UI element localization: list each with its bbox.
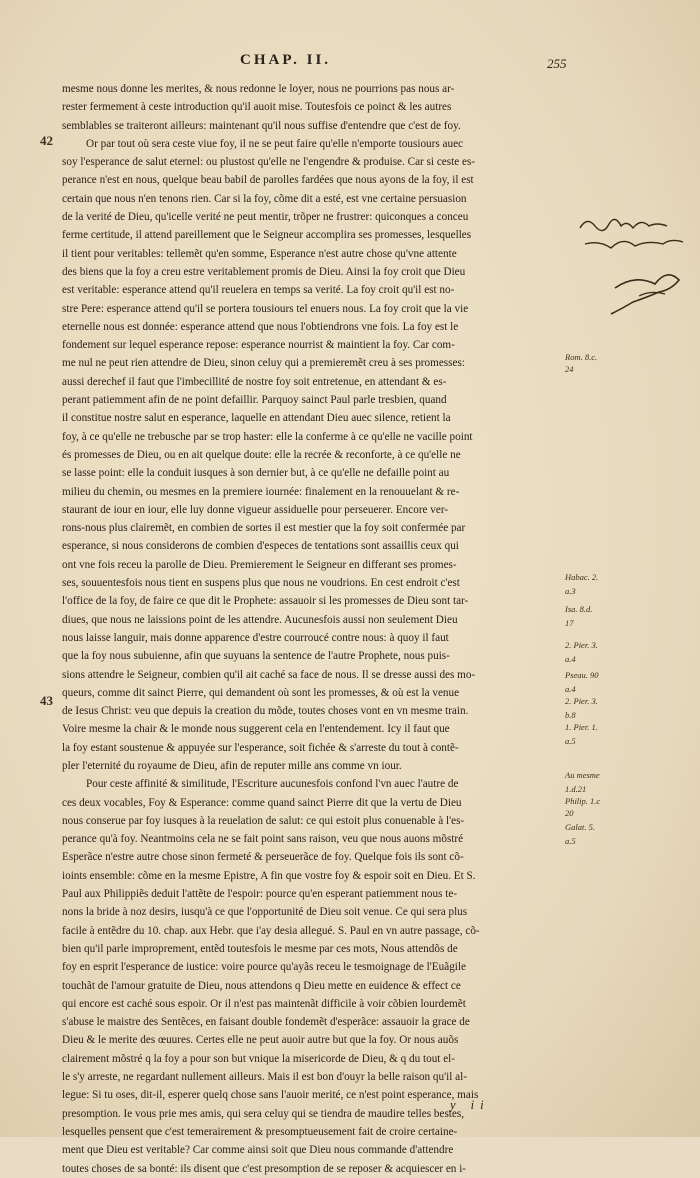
text-line: il tient pour veritables: tellemẽt qu'en somme, Esperance n'est autre chose qu'vne attente [62, 247, 457, 260]
text-line: ferme certitude, il attend pareillement que le Seigneur accomplira ses promesses, lesquelles [62, 229, 472, 242]
side-note: Isa. 8.d. [565, 604, 593, 614]
section-number: 43 [40, 693, 53, 708]
text-line: fondement sur lequel esperance repose: esperance nourrist & maintient la foy. Car com- [62, 339, 455, 352]
text-line: est veritable: esperance attend qu'il reuelera en temps sa verité. La foy croit qu'il est no- [62, 284, 455, 297]
text-line: lesquelles pensent que c'est temerairement & presomptueusement fait de croire certaine- [62, 1125, 458, 1138]
side-note: 2. Pier. 3. [565, 640, 598, 650]
text-line: esperance, si nous considerons de combien d'especes de tentations sont assaillis ceux qui [62, 540, 459, 553]
body-text [62, 80, 560, 1178]
text-line: Pour ceste affinité & similitude, l'Escriture aucunesfois confond l'vn auec l'autre de [86, 778, 459, 791]
side-note: 20 [565, 808, 574, 818]
text-line: foy en esprit l'esperance de iustice: voire pource qu'ayãs receu le tesmoignage de l'Euãgile [62, 961, 466, 974]
text-line: l'office de la foy, de faire ce que dit le Prophete: assauoir si les promesses de Dieu sont tar- [62, 595, 469, 608]
text-line: pler l'eternité du royaume de Dieu, afin de reputer mille ans comme vn iour. [62, 759, 402, 772]
text-line: foy, à ce qu'elle ne trebusche par se trop haster: elle la conferme à ce qu'elle ne vacille point [62, 430, 473, 443]
text-line: Dieu & le merite des œuures. Certes elle ne peut auoir autre but que la foy. Or nous auõs [62, 1034, 459, 1047]
side-note: a.5 [565, 736, 576, 746]
text-line: rester fermement à ceste introduction qu'il auoit mise. Toutesfois ce poinct & les autres [62, 101, 452, 114]
text-line: Esperãce n'estre autre chose sinon fermeté & perseuerãce de foy. Quelque fois ils sont cõ- [62, 851, 464, 864]
side-note: 1.d.21 [565, 784, 587, 794]
text-line: mesme nous donne les merites, & nous redonne le loyer, nous ne pourrions pas nous ar- [62, 83, 455, 95]
text-line: rons-nous plus clairemẽt, en combien de sortes il est mestier que la foy soit confermée par [62, 522, 466, 535]
text-line: me nul ne peut rien attendre de Dieu, sinon celuy qui a premieremẽt creu à ses promesses: [62, 357, 465, 370]
text-line: ces deux vocables, Foy & Esperance: comme quand sainct Pierre dit que la vertu de Dieu [62, 796, 462, 809]
side-note: a.3 [565, 586, 576, 596]
side-note: Philip. 1.c [565, 796, 601, 806]
text-line: clairement mõstré q la foy a pour son but vnique la misericorde de Dieu, & q du tout el- [62, 1052, 456, 1065]
text-line: touchãt de l'amour gratuite de Dieu, nous attendons q Dieu mette en euidence & effect ce [62, 979, 461, 992]
side-note: 17 [565, 618, 574, 628]
text-line: il constitue nostre salut en esperance, laquelle en attendant Dieu auec silence, retient la [62, 412, 451, 425]
text-line: perance n'est en nous, quelque beau babil de parolles fardées que nous ayons de la foy, il est [62, 174, 474, 187]
side-note: a.5 [565, 836, 576, 846]
text-line: ment que Dieu est veritable? Car comme ainsi soit que Dieu nous commande d'attendre [62, 1144, 454, 1157]
text-line: nous laisse languir, mais donne apparence d'estre courroucé contre nous: à quoy il faut [62, 631, 449, 644]
text-line: milieu du chemin, ou mesmes en la premiere iournée: finalement en la renouuelant & re- [62, 485, 460, 498]
text-line: soy l'esperance de salut eternel: ou plustost qu'elle ne l'engendre & produise. Car si ceste es- [62, 156, 476, 169]
text-line: ses, souuentesfois nous tient en suspens plus que nous ne voudrions. En cest endroit c'est [62, 577, 460, 590]
text-line: ont vne fois receu la parolle de Dieu. Premierement le Seigneur en differant ses promes- [62, 558, 457, 571]
text-line: ioints ensemble: cõme en la mesme Epistre, A fin que vostre foy & espoir soit en Dieu. Et S. [62, 869, 476, 882]
text-line: s'abuse le maistre des Sentẽces, en faisant double fondemẽt d'esperãce: assauoir la grace de [62, 1016, 470, 1029]
text-line: Paul aux Philippiẽs deduit l'attẽte de l'espoir: pource qu'en esperant patiemment nous te- [62, 888, 458, 901]
text-line: presomption. Ie vous prie mes amis, qui sera celuy qui se tiendra de maudire telles bestes, [62, 1107, 465, 1120]
text-line: nons la bride à noz desirs, iusqu'à ce que l'opportunité de Dieu soit venue. Ce qui sera plus [62, 906, 468, 919]
text-line: certain que nous n'en tenons rien. Car si la foy, cõme dit a esté, est vne certaine persuasion [62, 192, 467, 205]
side-note: a.4 [565, 654, 576, 664]
section-number: 42 [40, 133, 53, 148]
text-line: bien qu'il parle improprement, entẽd toutesfois le mesme par ces mots, Nous attendõs de [62, 942, 458, 955]
side-note: a.4 [565, 684, 576, 694]
side-note: Pseau. 90 [565, 670, 599, 680]
side-note: 24 [565, 364, 574, 374]
text-line: que la foy nous subuienne, afin que suyuans la sentence de l'autre Prophete, nous puis- [62, 650, 450, 663]
text-line: eternelle nous est donnée: esperance attend que nous l'obtiendrons vne fois. La foy est le [62, 320, 459, 333]
handwritten-annotation [575, 210, 690, 330]
chapter-title: CHAP. II. [240, 52, 332, 68]
side-note: Habac. 2. [565, 572, 599, 582]
text-line: de la verité de Dieu, qu'icelle verité ne peut mentir, trõper ne frustrer: quiconques a conceu [62, 211, 469, 224]
side-note: Au mesme [565, 770, 600, 780]
text-line: diues, que nous ne laissions point de les attendre. Aucunesfois aussi non seulement Dieu [62, 613, 458, 626]
side-note: Rom. 8.c. [565, 352, 598, 362]
text-line: de Iesus Christ: veu que depuis la creation du mõde, toutes choses vont en vn mesme train. [62, 705, 469, 718]
text-line: és promesses de Dieu, ou en ait quelque doute: elle la recrée & reconforte, à ce qu'elle ne [62, 448, 461, 461]
text-line: Voire mesme la chair & le monde nous suggerent cela en l'entendement. Icy il faut que [62, 723, 450, 736]
text-line: aussi derechef il faut que l'imbecillité de nostre foy soit entretenue, en attendant & es- [62, 375, 447, 388]
side-note: b.8 [565, 710, 576, 720]
side-note: 2. Pier. 3. [565, 696, 598, 706]
page-number: 255 [547, 56, 567, 71]
running-head [0, 52, 700, 76]
side-note: Galat. 5. [565, 822, 595, 832]
text-line: le s'y arreste, ne regardant nullement ailleurs. Mais il est bon d'ouyr la belle raison qu'il al- [62, 1071, 467, 1084]
text-line: toutes choses de sa bonté: ils disent que c'est presomption de se reposer & acquiescer en i- [62, 1162, 467, 1175]
text-line: Or par tout où sera ceste viue foy, il ne se peut faire qu'elle n'emporte tousiours auec [86, 137, 464, 150]
side-note: 1. Pier. 1. [565, 722, 598, 732]
signature-mark: y ii [450, 1098, 490, 1112]
text-line: qui encore est caché sous espoir. Or il n'est pas maintenãt difficile à voir cõbien lourdemẽt [62, 997, 466, 1010]
text-line: stre Pere: esperance attend qu'il se portera tousiours tel enuers nous. La foy croit que la vie [62, 302, 469, 315]
text-line: nous conserue par foy iusques à la reuelation de salut: ce qui estoit plus conuenable à l'es- [62, 814, 465, 827]
text-line: legue: Si tu oses, dit-il, esperer quelq chose sans l'auoir merité, ce n'est point esperance, mais [62, 1089, 479, 1102]
text-line: perant patiemment afin de ne point defaillir. Parquoy sainct Paul parle tresbien, quand [62, 394, 447, 407]
text-line: sions attendre le Seigneur, combien qu'il ait caché sa face de nous. Il se dresse aussi des mo- [62, 668, 476, 681]
text-line: perance qu'à foy. Neantmoins cela ne se fait point sans raison, veu que nous auons mõstré [62, 833, 464, 846]
text-line: se lasse point: elle la conduit iusques à son dernier but, à ce qu'elle ne defaille point au [62, 467, 450, 480]
text-line: des biens que la foy a creu estre veritablement promis de Dieu. Ainsi la foy croit que Dieu [62, 265, 466, 278]
text-line: facile à entẽdre du 10. chap. aux Hebr. que i'ay desia allegué. S. Paul en vn autre passage, cõ- [62, 924, 480, 937]
text-line: semblables se traiteront ailleurs: maintenant qu'il nous suffise d'entendre que c'est de foy. [62, 119, 461, 132]
text-line: staurant de iour en iour, elle luy donne vigueur assiduelle pour perseuerer. Encore ver- [62, 503, 449, 516]
text-line: queurs, comme dit sainct Pierre, qui demandent où sont les promesses, & où est la venue [62, 686, 460, 699]
text-line: la foy estant soustenue & appuyée sur l'esperance, soit fichée & s'arreste du tout à contẽ- [62, 741, 459, 754]
